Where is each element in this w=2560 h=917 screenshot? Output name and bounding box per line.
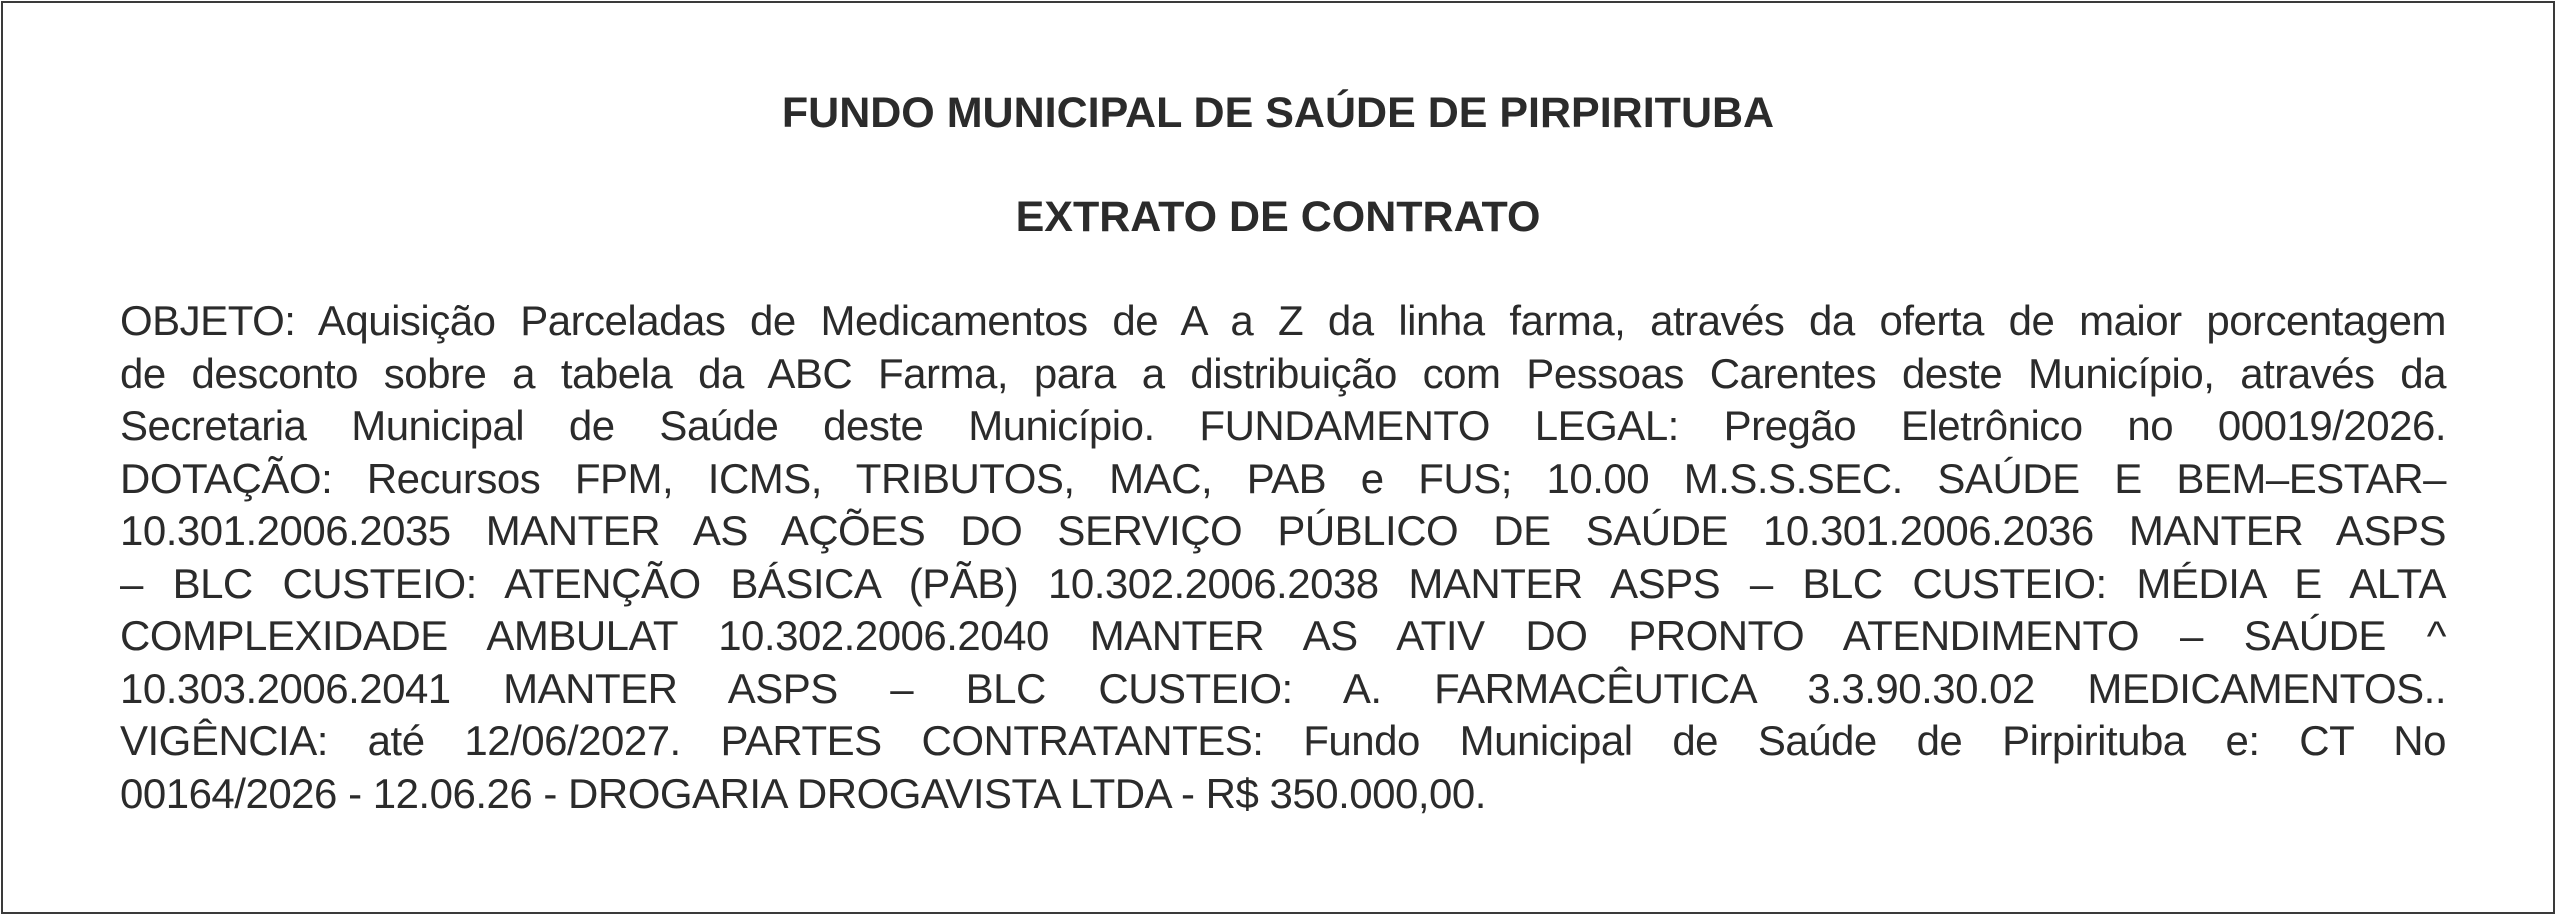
body-line: – BLC CUSTEIO: ATENÇÃO BÁSICA (PÃB) 10.302.2006.2038 MANTER ASPS – BLC CUSTEIO: MÉDIA E ALTA [120,559,2446,607]
body-line: de desconto sobre a tabela da ABC Farma, para a distribuição com Pessoas Carentes deste Município, através da [120,349,2446,397]
document-subheading: EXTRATO DE CONTRATO [1015,193,1541,241]
body-line: 10.303.2006.2041 MANTER ASPS – BLC CUSTEIO: A. FARMACÊUTICA 3.3.90.30.02 MEDICAMENTOS.. [120,664,2446,712]
document-heading: FUNDO MUNICIPAL DE SAÚDE DE PIRPIRITUBA [781,89,1775,137]
body-line: VIGÊNCIA: até 12/06/2027. PARTES CONTRATANTES: Fundo Municipal de Saúde de Pirpirituba e: CT No [120,717,2446,764]
body-line: 00164/2026 - 12.06.26 - DROGARIA DROGAVISTA LTDA - R$ 350.000,00. [120,769,1486,817]
document-frame [1,1,2555,914]
body-line: Secretaria Municipal de Saúde deste Município. FUNDAMENTO LEGAL: Pregão Eletrônico no 00019/2026. [120,402,2446,449]
body-line: COMPLEXIDADE AMBULAT 10.302.2006.2040 MANTER AS ATIV DO PRONTO ATENDIMENTO – SAÚDE ^ [120,612,2446,659]
body-line: DOTAÇÃO: Recursos FPM, ICMS, TRIBUTOS, MAC, PAB e FUS; 10.00 M.S.S.SEC. SAÚDE E BEM–ESTAR– [120,454,2446,502]
body-line: OBJETO: Aquisição Parceladas de Medicamentos de A a Z da linha farma, através da oferta de maior porcentagem [120,297,2446,344]
contract-extract-text [120,295,2446,820]
body-line: 10.301.2006.2035 MANTER AS AÇÕES DO SERVIÇO PÚBLICO DE SAÚDE 10.301.2006.2036 MANTER ASPS [120,507,2446,554]
